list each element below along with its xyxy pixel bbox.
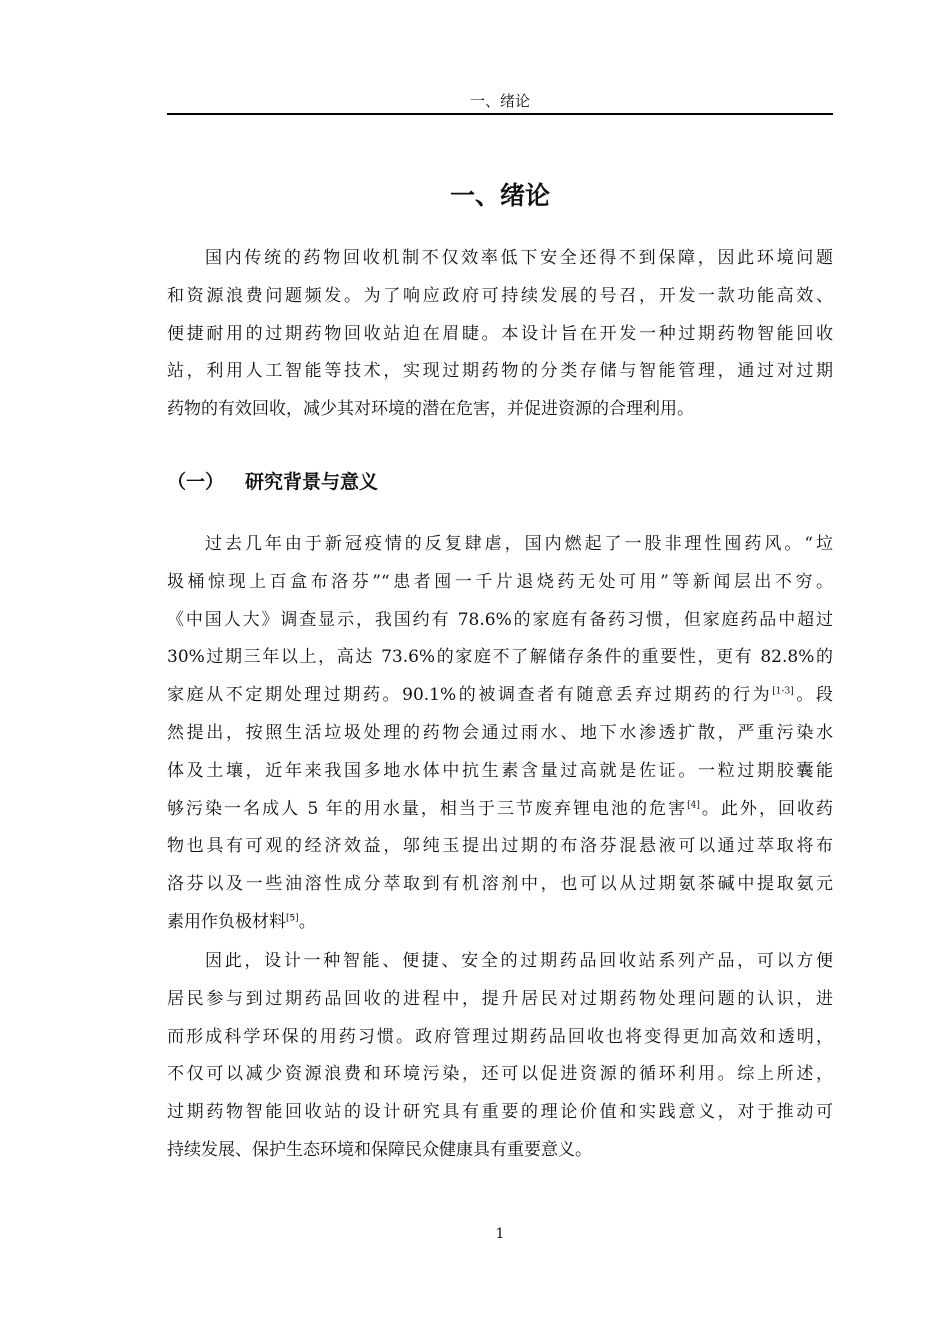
- paragraph-line: 药物的有效回收，减少其对环境的潜在危害，并促进资源的合理利用。: [167, 399, 694, 420]
- paragraph-line: 而形成科学环保的用药习惯。政府管理过期药品回收也将变得更加高效和透明，: [167, 1026, 833, 1047]
- paragraph-line: 体及土壤，近年来我国多地水体中抗生素含量过高就是佐证。一粒过期胶囊能: [167, 760, 833, 781]
- paragraph-line: 不仅可以减少资源浪费和环境污染，还可以促进资源的循环利用。综上所述，: [167, 1064, 833, 1085]
- line-text: 家庭从不定期处理过期药。90.1%的被调查者有随意丢弃过期药的行为: [167, 685, 773, 706]
- paragraph-line: 《中国人大》调查显示，我国约有 78.6%的家庭有备药习惯，但家庭药品中超过: [167, 609, 833, 630]
- line-text: 素用作负极材料: [167, 911, 286, 932]
- citation-ref[interactable]: [4]: [687, 799, 700, 810]
- running-header: 一、绪论: [469, 92, 530, 110]
- line-text: 。此外，回收药: [699, 798, 833, 819]
- paragraph-line: 圾桶惊现上百盒布洛芬”“患者囤一千片退烧药无处可用”等新闻层出不穷。: [167, 571, 833, 592]
- section-heading: [167, 466, 833, 498]
- paragraph-line: 和资源浪费问题频发。为了响应政府可持续发展的号召，开发一款功能高效、: [167, 285, 833, 306]
- paragraph-line: 便捷耐用的过期药物回收站迫在眉睫。本设计旨在开发一种过期药物智能回收: [167, 323, 833, 344]
- paragraph-line: 因此，设计一种智能、便捷、安全的过期药品回收站系列产品，可以方便: [205, 951, 833, 971]
- chapter-title: 一、绪论: [449, 181, 550, 210]
- citation-ref[interactable]: [1-3]: [772, 686, 794, 697]
- paragraph-line: 居民参与到过期药品回收的进程中，提升居民对过期药物处理问题的认识，进: [167, 988, 833, 1009]
- line-text: 。: [298, 911, 316, 932]
- conclusion-paragraph: [167, 943, 833, 1170]
- header-rule: [167, 113, 833, 115]
- paragraph-line: 物也具有可观的经济效益，邬纯玉提出过期的布洛芬混悬液可以通过萃取将布: [167, 836, 833, 857]
- section-title: 研究背景与意义: [245, 471, 379, 493]
- section-number: （一）: [167, 471, 225, 493]
- line-text: 。段: [793, 685, 833, 706]
- paragraph-line: 然提出，按照生活垃圾处理的药物会通过雨水、地下水渗透扩散，严重污染水: [167, 722, 833, 743]
- citation-ref[interactable]: [5]: [286, 913, 299, 924]
- intro-paragraph: [167, 240, 833, 429]
- paragraph-line: [167, 677, 833, 715]
- line-text: 够污染一名成人 5 年的用水量，相当于三节废弃锂电池的危害: [167, 798, 688, 819]
- page-number: 1: [495, 1226, 505, 1242]
- paragraph-line: 过去几年由于新冠疫情的反复肆虐，国内燃起了一股非理性囤药风。“垃: [205, 534, 833, 554]
- paragraph-line: 过期药物智能回收站的设计研究具有重要的理论价值和实践意义，对于推动可: [167, 1102, 833, 1123]
- paragraph-line: 持续发展、保护生态环境和保障民众健康具有重要意义。: [167, 1139, 592, 1160]
- paragraph-line: 站，利用人工智能等技术，实现过期药物的分类存储与智能管理，通过对过期: [167, 361, 833, 382]
- background-paragraph: [167, 526, 833, 942]
- paragraph-line: 洛芬以及一些油溶性成分萃取到有机溶剂中，也可以从过期氨茶碱中提取氨元: [167, 874, 833, 895]
- paragraph-line: [167, 904, 833, 942]
- paragraph-line: 30%过期三年以上，高达 73.6%的家庭不了解储存条件的重要性，更有 82.8%的: [167, 647, 833, 668]
- paragraph-line: 国内传统的药物回收机制不仅效率低下安全还得不到保障，因此环境问题: [205, 248, 833, 268]
- paragraph-line: [167, 791, 833, 829]
